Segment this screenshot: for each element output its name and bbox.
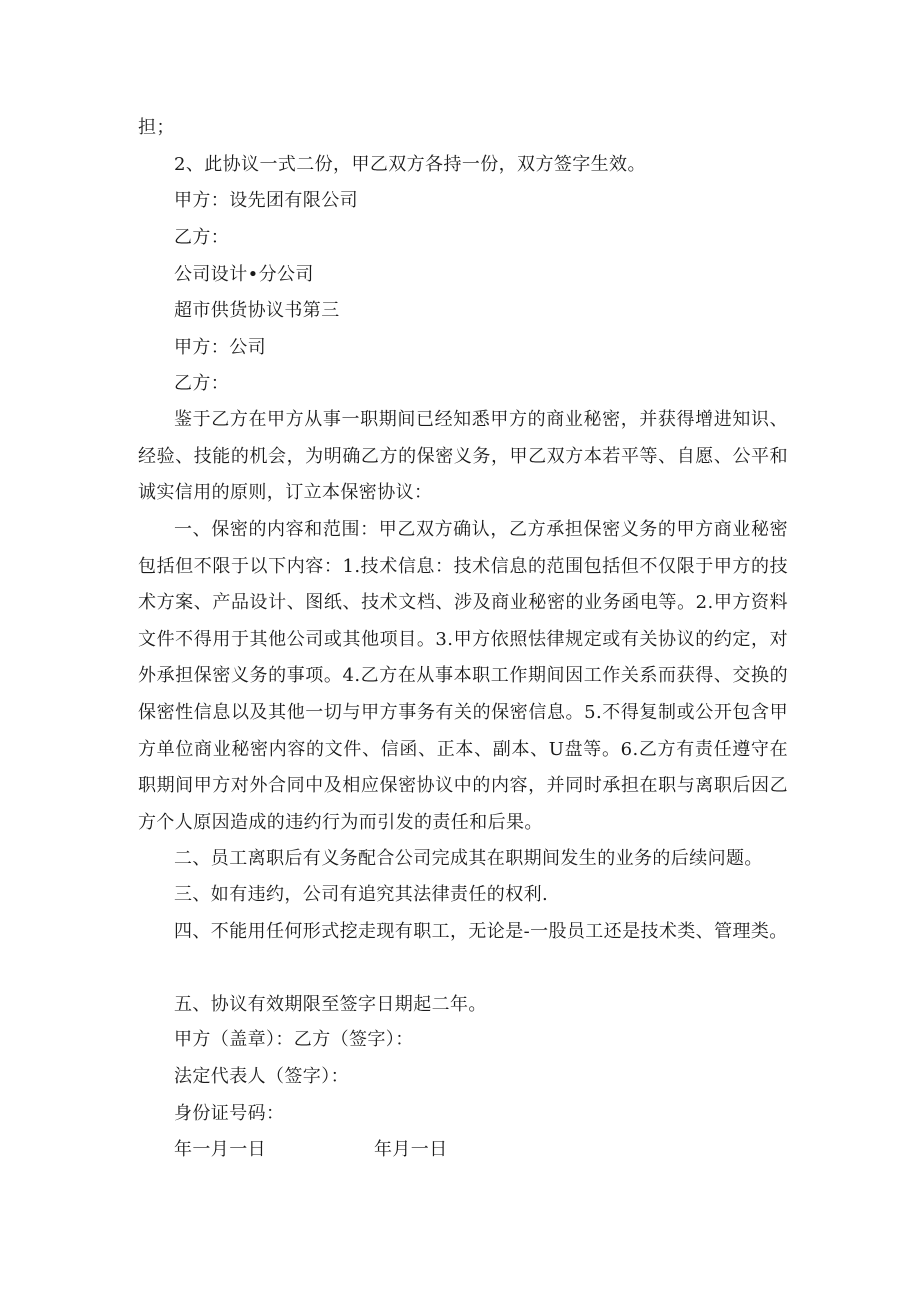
party-b-line-2: 乙方： xyxy=(174,373,230,394)
signature-parties-line: 甲方（盖章）：乙方（签字）： xyxy=(174,1029,414,1050)
clause-five-paragraph: 五、协议有效期限至签字日期起二年。 xyxy=(174,994,487,1015)
clause-two-paragraph: 二、员工离职后有义务配合公司完成其在职期间发生的业务的后续问题。 xyxy=(174,848,763,869)
date-right: 年月一日 xyxy=(374,1139,448,1160)
party-b-line: 乙方： xyxy=(174,227,230,248)
date-left: 年一月一日 xyxy=(174,1139,266,1160)
clause-one-paragraph: 一、保密的内容和范围：甲乙双方确认，乙方承担保密义务的甲方商业秘密包括但不限于以下内容：1.技术信息：技术信息的范围包括但不仅限于甲方的技术方案、产品设计、图纸、技术文档、涉及商业秘密的业务函电等。2.甲方资料文件不得用于其他公司或其他项目。3.甲方依照怯律规定或有关协议的约定，对外承担保密义务的事项。4.乙方在从事本职工作期间因工作关系而获得、交换的保密性信息以及其他一切与甲方事务有关的保密信息。5.不得复制或公开包含甲方单位商业秘密内容的文件、信函、正本、副本、U盘等。6.乙方有责任遵守在职期间甲方对外合同中及相应保密协议中的内容，并同时承担在职与离职后因乙方个人原因造成的违约行为而引发的责任和后果。 xyxy=(138,519,788,833)
branch-company-line: 公司设计•分公司 xyxy=(174,264,314,285)
party-a-line: 甲方：设先团有限公司 xyxy=(174,190,358,211)
legal-representative-line: 法定代表人（签字）： xyxy=(174,1066,349,1087)
party-a-line-2: 甲方：公司 xyxy=(174,337,266,358)
id-number-line: 身份证号码： xyxy=(174,1103,285,1124)
continued-text-line: 担； xyxy=(138,117,175,138)
clause-two-copies: 2、此协议一式二份，甲乙双方各持一份，双方签字生效。 xyxy=(174,154,646,175)
section-title: 超市供货协议书第三 xyxy=(174,300,340,321)
clause-four-paragraph: 四、不能用任何形式挖走现有职工，无论是-一股员工还是技术类、管理类。 xyxy=(174,921,788,942)
intro-paragraph: 鉴于乙方在甲方从事一职期间已经知悉甲方的商业秘密，并获得增进知识、经验、技能的机会，为明确乙方的保密义务，甲乙双方本若平等、自愿、公平和诚实信用的原则，订立本保密协议： xyxy=(138,409,788,504)
clause-three-paragraph: 三、如有违约，公司有追究其法律责任的权利. xyxy=(174,884,549,905)
